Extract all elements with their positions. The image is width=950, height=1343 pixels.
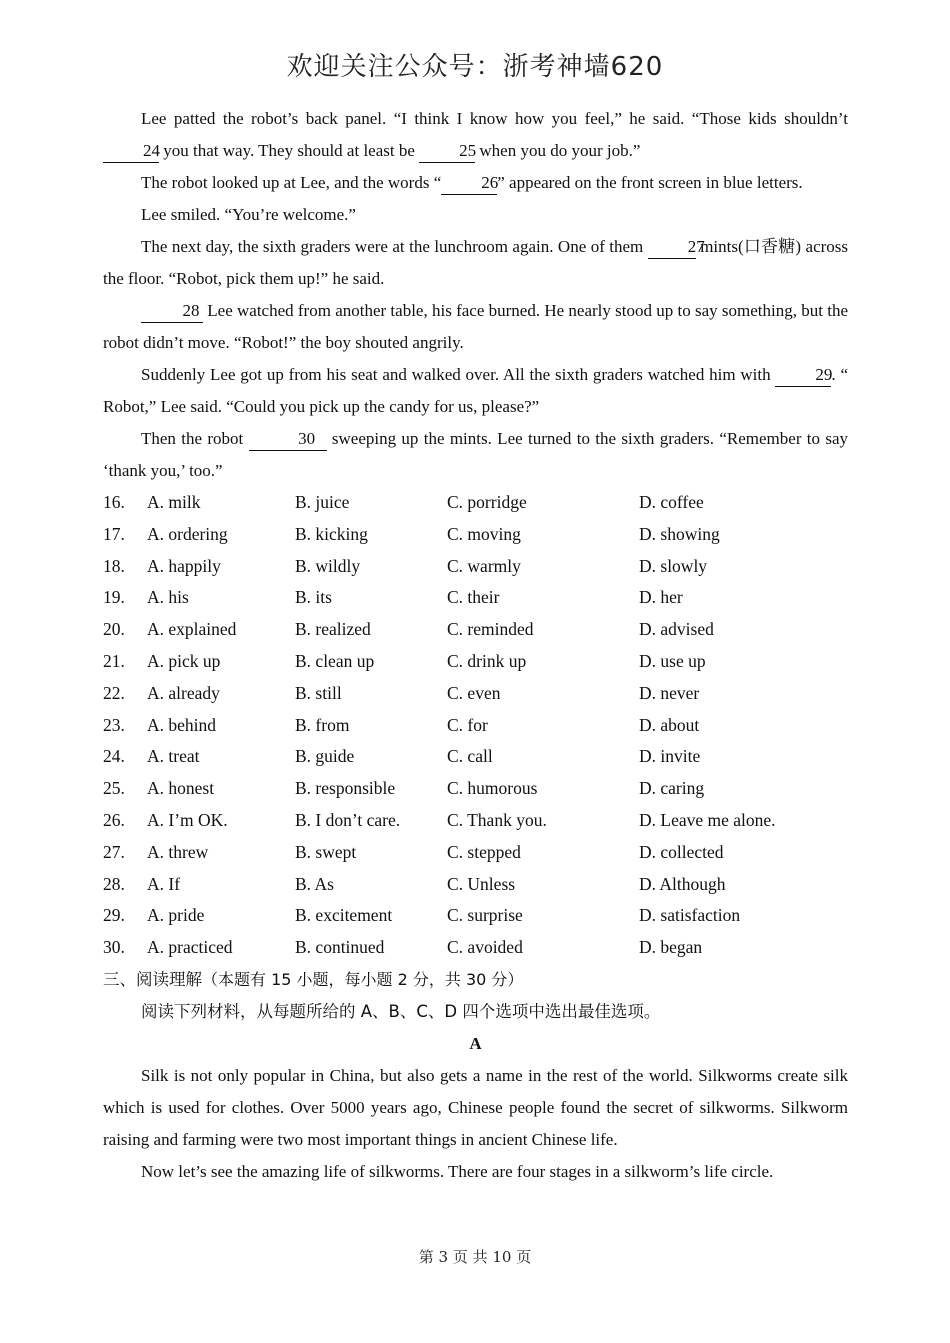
option-d[interactable]: D. use up [639, 650, 706, 671]
passage-text: when you do your job.” [479, 141, 641, 160]
option-a[interactable]: A. already [147, 682, 220, 703]
passage-paragraph [103, 359, 848, 423]
question-number: 25. [103, 778, 125, 799]
option-b[interactable]: B. continued [295, 937, 385, 958]
question-number: 23. [103, 714, 125, 735]
reading-paragraph: Now let’s see the amazing life of silkworms. There are four stages in a silkworm’s life circle. [141, 1161, 774, 1181]
option-row [103, 678, 848, 710]
option-d[interactable]: D. collected [639, 841, 724, 862]
passage-text: The next day, the sixth graders were at the lunchroom again. One of them [141, 237, 644, 256]
passage-text: The robot looked up at Lee, and the words “ [141, 173, 442, 192]
passage-paragraph [103, 103, 848, 167]
reading-paragraph: Silk is not only popular in China, but also gets a name in the rest of the world. Silkworms create silk which is used for clothes. Over 5000 years ago, Chinese people found the secret of silkworms. Silkworm raising and farming were two most important things in ancient Chinese life. [103, 1065, 848, 1149]
passage-paragraph [103, 167, 848, 199]
option-row [103, 519, 848, 551]
option-a[interactable]: A. milk [147, 492, 201, 512]
option-a[interactable]: A. pick up [147, 650, 221, 671]
blank-24[interactable]: 24 [103, 140, 159, 163]
passage-text: Lee watched from another table, his face burned. He nearly stood up to say something, but the robot didn’t move. “Robot!” the boy shouted angrily. [103, 301, 849, 352]
option-c[interactable]: C. surprise [447, 905, 523, 926]
option-d[interactable]: D. invite [639, 746, 701, 767]
option-c[interactable]: C. stepped [447, 841, 521, 862]
option-row [103, 614, 848, 646]
passage-text: you that way. They should at least be [163, 141, 415, 160]
option-d[interactable]: D. Although [639, 873, 726, 894]
option-b[interactable]: B. responsible [295, 778, 396, 799]
option-row [103, 710, 848, 742]
option-b[interactable]: B. kicking [295, 523, 368, 544]
option-b[interactable]: B. As [295, 873, 334, 894]
option-c[interactable]: C. their [447, 587, 500, 608]
option-b[interactable]: B. excitement [295, 905, 393, 926]
option-row [103, 741, 848, 773]
option-d[interactable]: D. began [639, 937, 703, 958]
passage-text: ” appeared on the front screen in blue letters. [497, 173, 803, 192]
option-d[interactable]: D. advised [639, 619, 714, 640]
option-c[interactable]: C. even [447, 682, 501, 703]
option-b[interactable]: B. juice [295, 492, 350, 512]
option-a[interactable]: A. his [147, 587, 189, 608]
option-c[interactable]: C. Unless [447, 873, 516, 894]
blank-29[interactable]: 29 [775, 364, 831, 387]
passage-text: Suddenly Lee got up from his seat and walked over. All the sixth graders watched him with [141, 365, 771, 384]
option-row [103, 932, 848, 964]
section-heading [103, 964, 848, 996]
option-c[interactable]: C. for [447, 714, 488, 735]
question-number: 17. [103, 523, 125, 544]
blank-25[interactable]: 25 [419, 140, 475, 163]
option-c[interactable]: C. drink up [447, 650, 527, 671]
option-row [103, 551, 848, 583]
option-row [103, 582, 848, 614]
passage-text: . “ Robot,” Lee said. “Could you pick up the candy for us, please?” [103, 365, 849, 416]
passage-text: Lee patted the robot’s back panel. “I think I know how you feel,” he said. “Those kids shouldn’t [141, 109, 848, 128]
question-number: 18. [103, 555, 125, 576]
option-a[interactable]: A. ordering [147, 523, 228, 544]
option-row [103, 805, 848, 837]
question-number: 16. [103, 492, 125, 512]
option-c[interactable]: C. warmly [447, 555, 521, 576]
options-list [103, 487, 848, 964]
option-a[interactable]: A. happily [147, 555, 221, 576]
option-a[interactable]: A. treat [147, 746, 200, 767]
option-c[interactable]: C. moving [447, 523, 521, 544]
option-row [103, 646, 848, 678]
option-d[interactable]: D. Leave me alone. [639, 809, 776, 830]
section-instruction: 阅读下列材料，从每题所给的 A、B、C、D 四个选项中选出最佳选项。 [141, 1001, 661, 1021]
option-d[interactable]: D. caring [639, 778, 705, 799]
section-note: （本题有 15 小题，每小题 2 分，共 30 分） [202, 969, 524, 989]
blank-30[interactable]: 30 [249, 428, 327, 451]
passage-paragraph [103, 423, 848, 487]
option-a[interactable]: A. behind [147, 714, 217, 735]
option-d[interactable]: D. slowly [639, 555, 708, 576]
question-number: 27. [103, 841, 125, 862]
question-number: 22. [103, 682, 125, 703]
option-row [103, 487, 848, 519]
question-number: 29. [103, 905, 125, 926]
option-row [103, 773, 848, 805]
option-d[interactable]: D. satisfaction [639, 905, 741, 926]
option-c[interactable]: C. reminded [447, 619, 534, 640]
option-d[interactable]: D. about [639, 714, 700, 735]
passage-paragraph [103, 231, 848, 295]
blank-26[interactable]: 26 [441, 172, 497, 195]
option-b[interactable]: B. from [295, 714, 350, 735]
passage-text: Then the robot [141, 429, 244, 448]
option-c[interactable]: C. humorous [447, 778, 538, 799]
passage-title: A [469, 1033, 482, 1053]
option-c[interactable]: C. avoided [447, 937, 523, 958]
option-b[interactable]: B. realized [295, 619, 371, 640]
question-number: 30. [103, 937, 125, 958]
question-number: 24. [103, 746, 125, 767]
option-d[interactable]: D. never [639, 682, 700, 703]
option-row [103, 900, 848, 932]
option-a[interactable]: A. threw [147, 841, 209, 862]
option-c[interactable]: C. porridge [447, 492, 527, 512]
question-number: 19. [103, 587, 125, 608]
question-number: 28. [103, 873, 125, 894]
blank-27[interactable]: 27 [648, 236, 696, 259]
option-b[interactable]: B. swept [295, 841, 357, 862]
option-a[interactable]: A. explained [147, 619, 237, 640]
question-number: 21. [103, 650, 125, 671]
passage-paragraph [103, 295, 848, 359]
section-title: 三、阅读理解 [103, 969, 202, 989]
option-a[interactable]: A. practiced [147, 937, 233, 958]
option-d[interactable]: D. showing [639, 523, 720, 544]
exam-page [103, 103, 848, 1188]
page-header: 欢迎关注公众号：浙考神墙620 [286, 52, 664, 82]
option-c[interactable]: C. Thank you. [447, 809, 547, 830]
option-b[interactable]: B. clean up [295, 650, 375, 671]
option-b[interactable]: B. still [295, 682, 342, 703]
option-d[interactable]: D. her [639, 587, 683, 608]
question-number: 20. [103, 619, 125, 640]
blank-28[interactable]: 28 [141, 300, 203, 323]
option-b[interactable]: B. wildly [295, 555, 361, 576]
passage-text: sweeping up the mints. Lee turned to the sixth graders. “Remember to say ‘thank you,’ too.” [103, 429, 849, 480]
option-a[interactable]: A. I’m OK. [147, 809, 228, 830]
option-a[interactable]: A. pride [147, 905, 205, 926]
option-b[interactable]: B. guide [295, 746, 355, 767]
option-a[interactable]: A. honest [147, 778, 215, 799]
option-d[interactable]: D. coffee [639, 492, 704, 512]
option-a[interactable]: A. If [147, 873, 181, 894]
option-row [103, 837, 848, 869]
passage-text: mints(口香糖) across the floor. “Robot, pick them up!” he said. [103, 237, 849, 288]
page-footer: 第 3 页 共 10 页 [418, 1248, 532, 1266]
question-number: 26. [103, 809, 125, 830]
option-c[interactable]: C. call [447, 746, 493, 767]
option-b[interactable]: B. its [295, 587, 332, 608]
passage-paragraph: Lee smiled. “You’re welcome.” [141, 205, 356, 224]
option-row [103, 869, 848, 901]
option-b[interactable]: B. I don’t care. [295, 809, 401, 830]
